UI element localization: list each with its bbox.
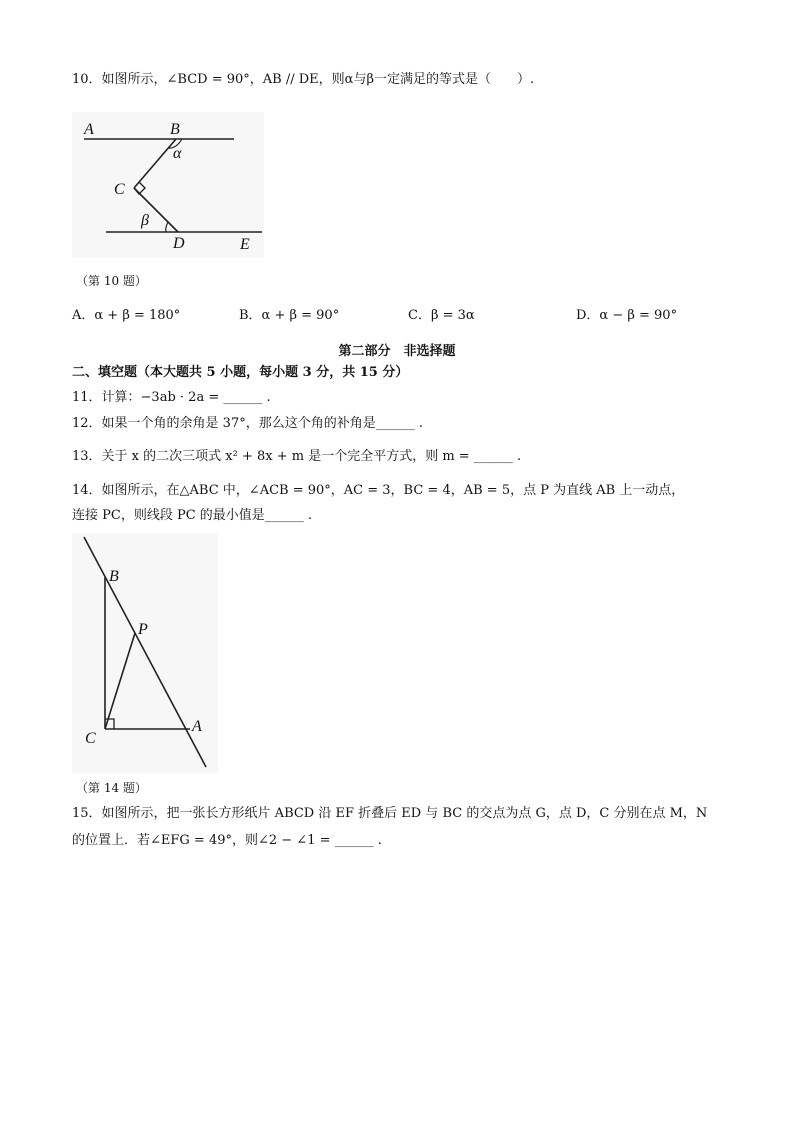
label-d: D <box>173 235 185 252</box>
label-e: E <box>240 236 250 253</box>
label-alpha: α <box>173 145 182 162</box>
option-b: B．α + β = 90° <box>239 308 340 323</box>
option-d: D．α − β = 90° <box>576 308 678 323</box>
label-a: A <box>84 121 94 138</box>
question-15-line-2: 的位置上．若∠EFG = 49°，则∠2 − ∠1 = ______ . <box>72 833 382 848</box>
question-11: 11．计算：−3ab · 2a = ______ . <box>72 390 271 405</box>
option-a: A．α + β = 180° <box>72 308 181 323</box>
question-14-line-2: 连接 PC，则线段 PC 的最小值是______ . <box>72 508 313 523</box>
label-c: C <box>114 181 125 198</box>
question-10-figure <box>72 112 264 258</box>
question-12: 12．如果一个角的余角是 37°，那么这个角的补角是______ . <box>72 416 423 431</box>
question-13: 13．关于 x 的二次三项式 x² + 8x + m 是一个完全平方式，则 m = ______ . <box>72 449 522 464</box>
label-c: C <box>85 730 96 747</box>
option-c: C．β = 3α <box>408 308 475 323</box>
question-15-line-1: 15．如图所示，把一张长方形纸片 ABCD 沿 EF 折叠后 ED 与 BC 的交点为点 G，点 D，C 分别在点 M，N <box>72 806 708 821</box>
question-14-caption: （第 14 题） <box>76 781 147 795</box>
fill-blank-heading: 二、填空题（本大题共 5 小题，每小题 3 分，共 15 分） <box>72 365 409 380</box>
label-p: P <box>138 621 148 638</box>
label-b: B <box>109 568 119 585</box>
question-10-text: 10．如图所示，∠BCD = 90°，AB // DE，则α与β一定满足的等式是（ ）. <box>72 72 535 87</box>
question-14-line-1: 14．如图所示，在△ABC 中，∠ACB = 90°，AC = 3，BC = 4，AB = 5，点 P 为直线 AB 上一动点， <box>72 483 685 498</box>
question-14-figure <box>72 533 218 773</box>
label-beta: β <box>141 212 149 229</box>
part-two-title: 第二部分 非选择题 <box>338 344 456 359</box>
label-a: A <box>192 718 202 735</box>
question-10-caption: （第 10 题） <box>76 274 147 288</box>
label-b: B <box>170 121 180 138</box>
